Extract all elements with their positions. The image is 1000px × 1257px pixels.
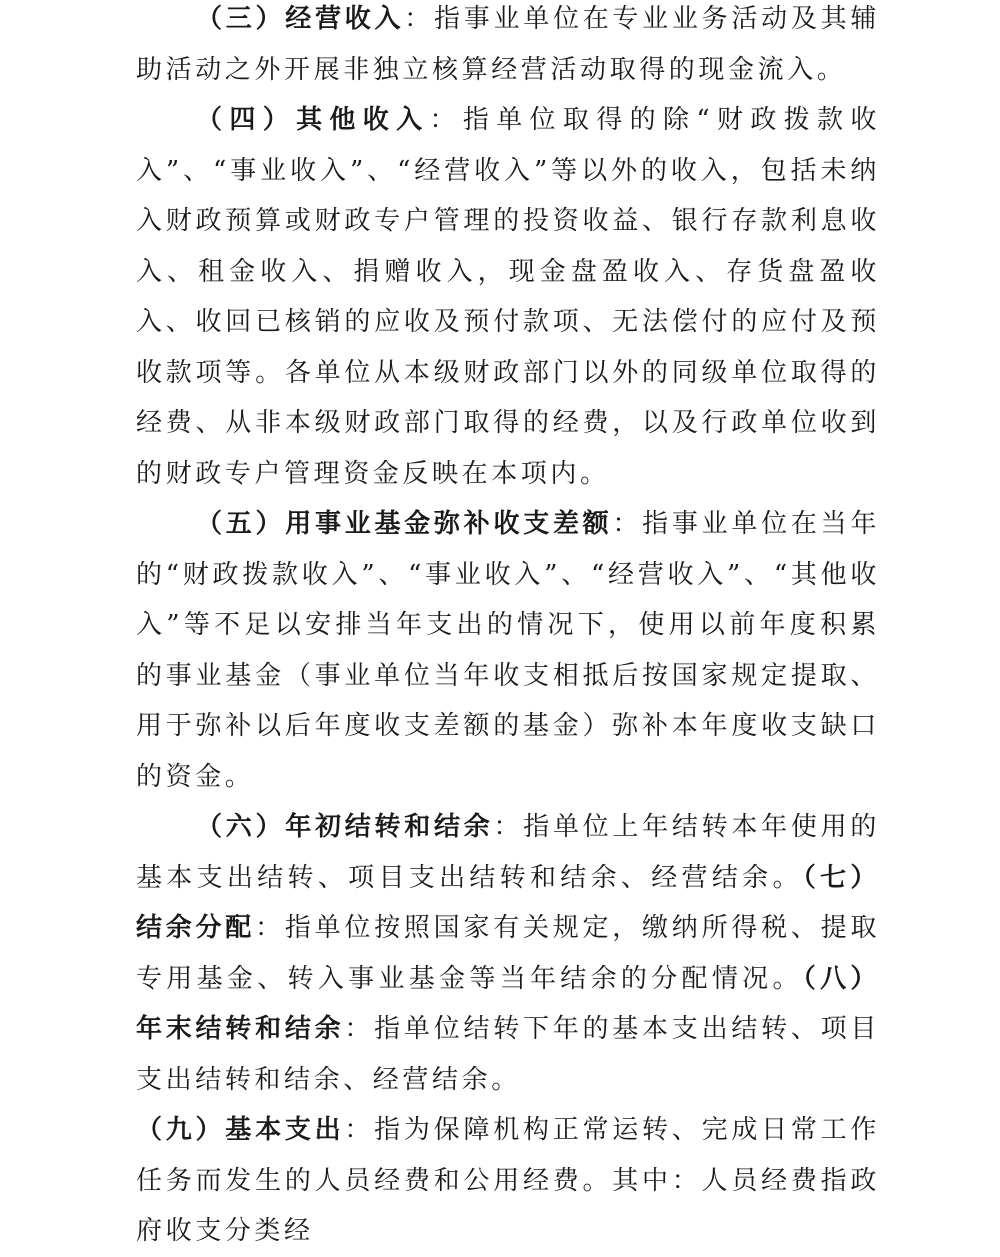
section-term: （九）基本支出 xyxy=(136,1115,345,1145)
section-text: ：指单位取得的除“财政拨款收入”、“事业收入”、“经营收入”等以外的收入，包括未纳入财政预算或财政专户管理的投资收益、银行存款利息收入、租金收入、捐赠收入，现金盘盈收入、存货盘盈收入、收回已核销的应收及预付款项、无法偿付的应付及预收款项等。各单位从本级财政部门以外的同级单位取得的经费、从非本级财政部门取得的经费，以及行政单位收到的财政专户管理资金反映在本项内。 xyxy=(136,105,880,489)
section-text: ：指事业单位在当年的“财政拨款收入”、“事业收入”、“经营收入”、“其他收入”等不足以安排当年支出的情况下，使用以前年度积累的事业基金（事业单位当年收支相抵后按国家规定提取、用于弥补以后年度收支差额的基金）弥补本年度收支缺口的资金。 xyxy=(136,509,880,792)
section-term: （八）年末结转和结余 xyxy=(136,963,880,1044)
section-term: （六）年初结转和结余 xyxy=(196,812,494,842)
section-term: （四）其他收入 xyxy=(196,105,430,135)
paragraph-p3 xyxy=(136,0,880,95)
section-text: ：指事业单位在专业业务活动及其辅助活动之外开展非独立核算经营活动取得的现金流入。 xyxy=(136,4,880,85)
section-text: ：指单位结转下年的基本支出结转、项目支出结转和结余、经营结余。 xyxy=(136,1014,880,1095)
section-term: （三）经营收入 xyxy=(196,4,405,34)
section-text: ：指为保障机构正常运转、完成日常工作任务而发生的人员经费和公用经费。其中：人员经费指政府收支分类经 xyxy=(136,1115,880,1246)
section-text: ：指单位上年结转本年使用的基本支出结转、项目支出结转和结余、经营结余。 xyxy=(136,812,880,893)
paragraph-p5 xyxy=(136,499,880,802)
paragraph-p9 xyxy=(136,1105,880,1257)
section-term: （七）结余分配 xyxy=(136,862,880,943)
document-body xyxy=(136,0,880,1257)
paragraph-p6 xyxy=(136,802,880,1105)
paragraph-p4 xyxy=(136,95,880,499)
section-text: ：指单位按照国家有关规定，缴纳所得税、提取专用基金、转入事业基金等当年结余的分配情况。 xyxy=(136,913,880,994)
section-term: （五）用事业基金弥补收支差额 xyxy=(196,509,613,539)
